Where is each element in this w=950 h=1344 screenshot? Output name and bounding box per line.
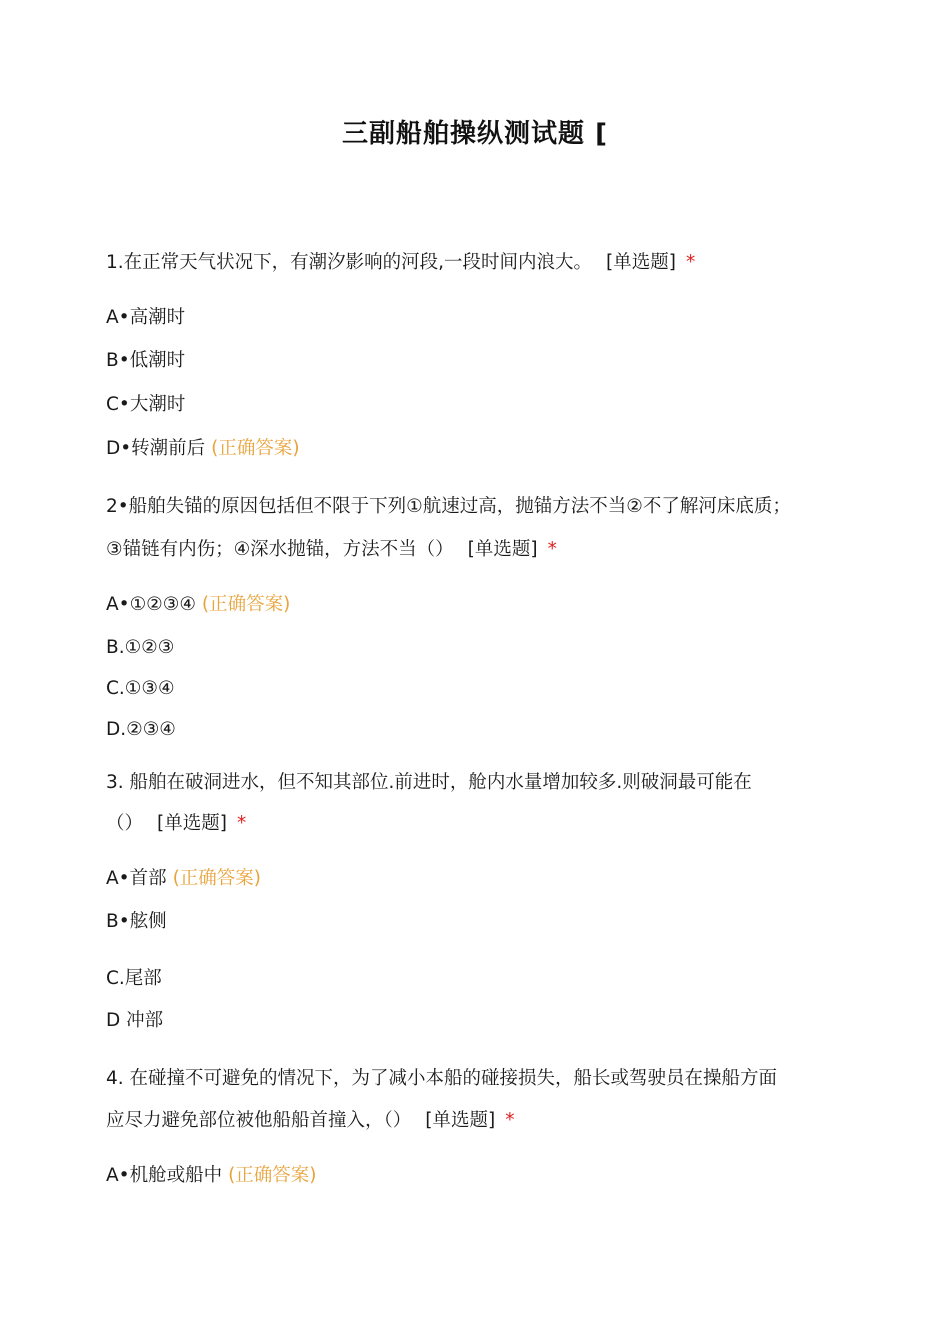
question-text: ③锚链有内伤；④深水抛锚，方法不当（） [106,539,454,560]
correct-answer-marker: (正确答案) [172,868,262,889]
question-1-option-a [106,305,185,331]
question-2-line-1 [106,494,791,520]
question-1-line-1: 1.在正常天气状况下，有潮汐影响的河段,一段时间内浪大。 [106,252,593,273]
question-3-line-2 [106,811,246,837]
question-4-option-a [106,1163,317,1189]
option-label: B•低潮时 [106,350,186,371]
question-1-text [106,250,695,276]
question-text: 3. 船舶在破洞进水，但不知其部位.前进时，舱内水量增加较多.则破洞最可能在 [106,772,752,793]
question-type-tag: [单选题] [467,539,538,560]
question-1-option-b [106,348,185,374]
question-4-line-1 [106,1066,777,1092]
question-type-tag: [单选题] [606,252,676,273]
question-2-line-2 [106,537,557,563]
option-label: D.②③④ [106,719,176,740]
required-marker: * [685,252,696,273]
question-1-option-c [106,392,185,418]
question-type-tag: [单选题] [157,813,227,834]
correct-answer-marker: (正确答案) [211,438,300,459]
option-label: A•机舱或船中 [106,1165,223,1186]
question-1-option-d [106,436,300,462]
option-label: C•大潮时 [106,394,186,415]
question-text: （） [106,813,144,834]
question-3-option-b [106,909,167,935]
option-label: B.①②③ [106,637,175,658]
required-marker: * [547,539,557,560]
option-label: C.①③④ [106,678,175,699]
option-label: D 冲部 [106,1010,164,1031]
required-marker: * [505,1110,515,1131]
option-label: C.尾部 [106,968,162,989]
option-label: D•转潮前后 [106,438,206,459]
option-label: A•首部 [106,868,167,889]
question-2-option-d [106,717,176,743]
question-3-line-1 [106,770,752,796]
question-3-option-c [106,966,162,992]
question-type-tag: [单选题] [425,1110,496,1131]
question-2-option-b [106,635,174,661]
question-2-option-a [106,592,290,618]
question-3-option-a [106,866,261,892]
option-label: A•高潮时 [106,307,186,328]
question-text: 4. 在碰撞不可避免的情况下，为了减小本船的碰接损失，船长或驾驶员在操船方面 [106,1068,778,1089]
question-2-option-c [106,676,175,702]
required-marker: * [236,813,247,834]
page-title: 三副船舶操纵测试题 [ [342,119,608,149]
question-3-option-d [106,1008,163,1034]
correct-answer-marker: (正确答案) [201,594,291,615]
question-text: 2•船舶失锚的原因包括但不限于下列①航速过高，抛锚方法不当②不了解河床底质； [106,496,791,517]
option-label: A•①②③④ [106,594,196,615]
correct-answer-marker: (正确答案) [228,1165,317,1186]
question-4-line-2 [106,1108,514,1134]
option-label: B•舷侧 [106,911,167,932]
question-text: 应尽力避免部位被他船船首撞入，（） [106,1110,412,1131]
